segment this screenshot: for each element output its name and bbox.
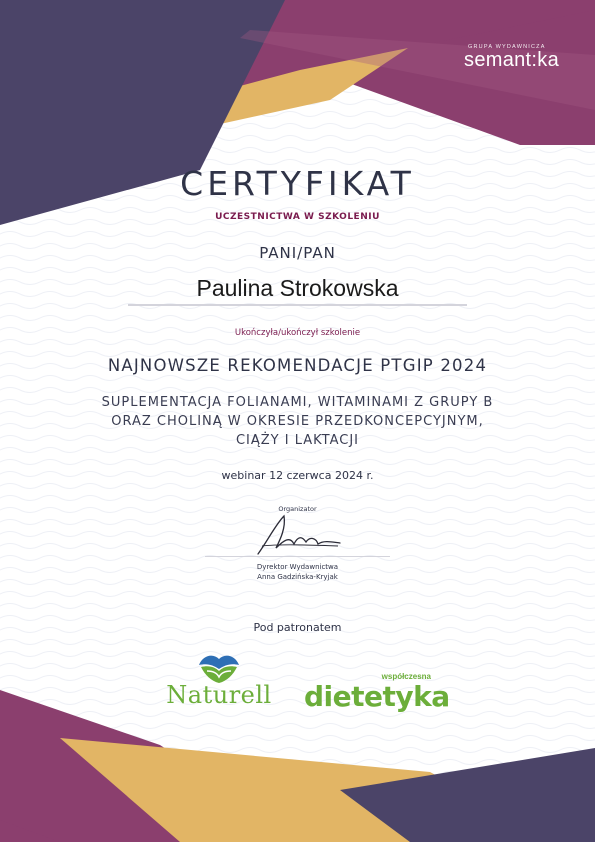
certificate-title: CERTYFIKAT [180, 164, 415, 203]
participant-name: Paulina Strokowska [196, 275, 399, 301]
publisher-logo [464, 44, 559, 70]
signature-line [205, 556, 390, 557]
naturell-logo-text: Naturell [166, 681, 272, 709]
salutation: PANI/PAN [259, 244, 336, 262]
dietetyka-logo-small-text: współczesna [381, 672, 431, 681]
course-description-line: CIĄŻY I LAKTACJI [235, 433, 360, 448]
patronage-label: Pod patronatem [253, 621, 342, 634]
certificate-subtitle: UCZESTNICTWA W SZKOLENIU [215, 212, 380, 222]
organizer-label: Organizator [278, 505, 317, 513]
event-date: webinar 12 czerwca 2024 r. [221, 469, 374, 482]
completed-label: Ukończyła/ukończył szkolenie [234, 328, 361, 338]
course-description-line: ORAZ CHOLINĄ W OKRESIE PRZEDKONCEPCYJNYM, [111, 414, 484, 429]
naturell-logo [163, 653, 275, 715]
dietetyka-logo [300, 672, 450, 717]
name-underline [128, 304, 467, 306]
course-description [60, 393, 535, 450]
signer-name: Anna Gadzińska-Kryjak [257, 573, 338, 581]
publisher-group-label: GRUPA WYDAWNICZA [468, 44, 546, 50]
course-title: NAJNOWSZE REKOMENDACJE PTGIP 2024 [107, 356, 488, 375]
course-description-line: SUPLEMENTACJA FOLIANAMI, WITAMINAMI Z GRUPY B [101, 395, 494, 410]
signer-role: Dyrektor Wydawnictwa [256, 563, 339, 571]
dietetyka-logo-text: dietetyka [304, 680, 450, 713]
signature [250, 510, 345, 558]
publisher-brand: semant:ka [464, 49, 559, 71]
